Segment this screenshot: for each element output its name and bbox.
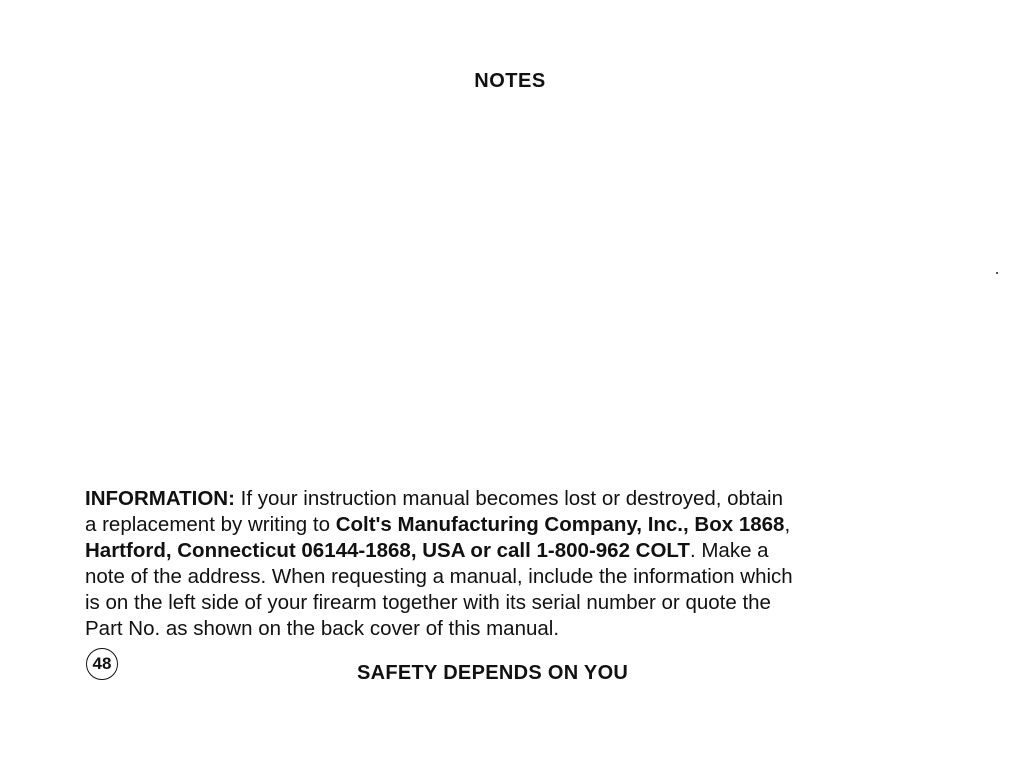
information-line [85,538,925,564]
page-number-badge: 48 [86,648,118,680]
information-bold-text: Colt's Manufacturing Company, Inc., Box 1868 [335,513,785,536]
information-line [85,590,925,616]
information-bold-text: Hartford, Connecticut 06144-1868, USA or call 1-800-962 COLT [85,539,690,562]
footer-slogan: SAFETY DEPENDS ON YOU [357,662,629,684]
page-title: NOTES [474,70,546,92]
information-text: note of the address. When requesting a manual, include the information which [85,565,793,588]
information-text: , [784,513,791,536]
information-line [85,564,925,590]
information-text: If your instruction manual becomes lost or destroyed, obtain [240,487,784,510]
information-line [85,512,925,538]
information-line [85,486,925,512]
information-text: is on the left side of your firearm together with its serial number or quote the [85,591,771,614]
information-bold-text: INFORMATION: [85,487,241,510]
information-text: a replacement by writing to [85,513,336,536]
information-text: Part No. as shown on the back cover of this manual. [85,617,560,640]
stray-mark [996,272,998,274]
information-paragraph [85,486,925,642]
information-text: . Make a [689,539,769,562]
information-line [85,616,925,642]
